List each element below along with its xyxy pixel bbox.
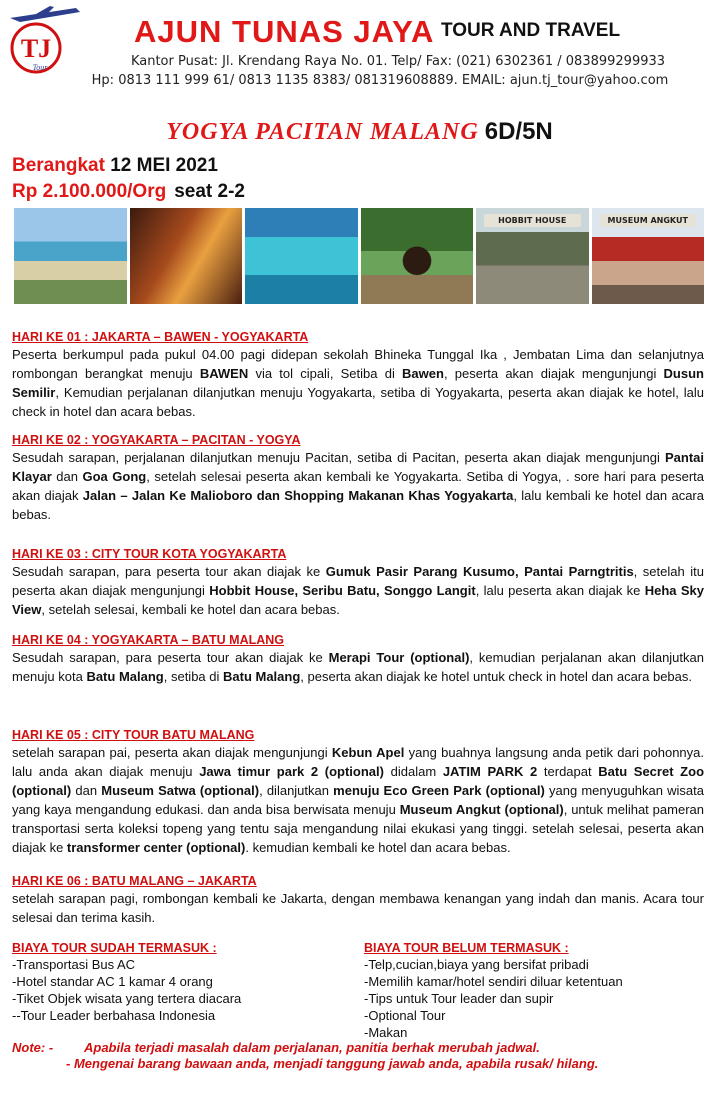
body-text: , setelah itu peserta akan diajak mengunjungi — [12, 564, 704, 598]
body-text: , kemudian perjalanan akan dilanjutkan menuju kota — [12, 650, 704, 684]
day-text — [12, 743, 704, 857]
logo-sub: Tour — [32, 63, 48, 72]
body-text: Peserta berkumpul pada pukul 04.00 pagi didepan sekolah Bhineka Tunggal Ika , Jembatan Lima dan selanjutnya rombongan berangkat menuju — [12, 347, 704, 381]
day-section — [12, 433, 704, 524]
body-text: didalam — [383, 764, 443, 779]
highlight-text: Heha Sky View — [12, 583, 704, 617]
photo-beach — [14, 208, 127, 304]
highlight-text: Jawa timur park 2 (optional) — [199, 764, 384, 779]
note — [12, 1040, 540, 1055]
list-item: -Makan — [364, 1025, 408, 1040]
body-text: , Kemudian perjalanan dilanjutkan menuju Yogyakarta, setiba di Yogyakarta, peserta akan diajak ke hotel, lalu check in hotel dan acara bebas. — [12, 385, 704, 419]
day-text — [12, 448, 704, 524]
body-text: , setelah selesai peserta akan kembali ke Yogyakarta. Setiba di Yogya, . sore hari para peserta akan diajak — [12, 469, 704, 503]
body-text: . kemudian kembali ke hotel dan acara bebas. — [245, 840, 511, 855]
departure — [12, 155, 218, 177]
package-name: YOGYA PACITAN MALANG — [166, 119, 479, 145]
day-title: HARI KE 04 : YOGYAKARTA – BATU MALANG — [12, 633, 285, 647]
seat-config: seat 2-2 — [174, 181, 245, 202]
body-text: terdapat — [537, 764, 599, 779]
included-title: BIAYA TOUR SUDAH TERMASUK : — [12, 941, 217, 955]
body-text: , peserta akan diajak mengunjungi — [443, 366, 664, 381]
body-text: , lalu peserta akan diajak ke — [475, 583, 645, 598]
day-title: HARI KE 05 : CITY TOUR BATU MALANG — [12, 728, 255, 742]
list-item: --Tour Leader berbahasa Indonesia — [12, 1008, 216, 1023]
body-text: , setelah selesai, kembali ke hotel dan acara bebas. — [41, 602, 340, 617]
excluded-list — [364, 941, 704, 1041]
company-logo — [6, 4, 86, 80]
included-list — [12, 941, 342, 1024]
photo-strip — [14, 208, 704, 304]
photo-sea — [245, 208, 358, 304]
logo-text: TJ — [20, 34, 52, 63]
list-item: -Telp,cucian,biaya yang bersifat pribadi — [364, 957, 589, 972]
company-name: AJUN TUNAS JAYA — [134, 14, 435, 49]
body-text: via tol cipali, Setiba di — [248, 366, 403, 381]
body-text: Sesudah sarapan, para peserta tour akan diajak ke — [12, 650, 329, 665]
body-text: , dilanjutkan — [259, 783, 334, 798]
highlight-text: Bawen — [402, 366, 444, 381]
day-title: HARI KE 02 : YOGYAKARTA – PACITAN - YOGYA — [12, 433, 301, 447]
contact-line: Hp: 0813 111 999 61/ 0813 1135 8383/ 081319608889. EMAIL: ajun.tj_tour@yahoo.com — [91, 73, 669, 88]
day-text — [12, 562, 704, 619]
highlight-text: Batu Secret Zoo (optional) — [12, 764, 705, 798]
highlight-text: Hobbit House, Seribu Batu, Songgo Langit — [209, 583, 476, 598]
day-section — [12, 330, 704, 421]
highlight-text: Museum Angkut (optional) — [399, 802, 564, 817]
list-item: -Tiket Objek wisata yang tertera diacara — [12, 991, 242, 1006]
departure-label: Berangkat — [12, 155, 105, 176]
day-text — [12, 345, 704, 421]
highlight-text: Museum Satwa (optional) — [101, 783, 260, 798]
day-title: HARI KE 03 : CITY TOUR KOTA YOGYAKARTA — [12, 547, 287, 561]
highlight-text: Merapi Tour (optional) — [328, 650, 470, 665]
day-section — [12, 547, 704, 619]
list-item: -Transportasi Bus AC — [12, 957, 136, 972]
note-line-2: - Mengenai barang bawaan anda, menjadi tanggung jawab anda, apabila rusak/ hilang. — [66, 1056, 599, 1071]
excluded-title: BIAYA TOUR BELUM TERMASUK : — [364, 941, 569, 955]
photo-label: HOBBIT HOUSE — [484, 214, 581, 227]
body-text: , untuk melihat pameran transportasi serta koleksi topeng yang tentu saja mengandung nilai ekukasi yang tinggi. setelah selesai, peserta akan diajak ke — [12, 802, 704, 855]
note-line-1: Apabila terjadi masalah dalam perjalanan, panitia berhak merubah jadwal. — [84, 1040, 540, 1055]
list-item: -Hotel standar AC 1 kamar 4 orang — [12, 974, 213, 989]
package-title — [0, 118, 719, 146]
highlight-text: Kebun Apel — [331, 745, 405, 760]
photo-museum-angkut — [592, 208, 705, 304]
highlight-text: Pantai Klayar — [12, 450, 704, 484]
list-item: -Tips untuk Tour leader dan supir — [364, 991, 554, 1006]
body-text: Sesudah sarapan, para peserta tour akan diajak ke — [12, 564, 326, 579]
body-text: Sesudah sarapan, perjalanan dilanjutkan menuju Pacitan, setiba di Pacitan, peserta akan diajak mengunjungi — [12, 450, 665, 465]
body-text: yang menyuguhkan wisata yang kaya mengandung edukasi. dan anda bisa berwisata menuju — [12, 783, 705, 817]
highlight-text: JATIM PARK 2 — [442, 764, 538, 779]
package-duration: 6D/5N — [484, 118, 553, 145]
body-text: setelah sarapan pagi, rombongan kembali ke Jakarta, dengan membawa kenangan yang indah dan manis. Acara tour selesai dan terima kasih. — [12, 891, 704, 925]
body-text: , lalu kembali ke hotel dan acara bebas. — [12, 488, 704, 522]
photo-cave — [130, 208, 243, 304]
photo-hobbit-house — [361, 208, 474, 304]
highlight-text: Gumuk Pasir Parang Kusumo, Pantai Parngtritis — [325, 564, 634, 579]
body-text: dan — [71, 783, 102, 798]
day-section — [12, 728, 704, 857]
photo-stone-park — [476, 208, 589, 304]
day-text — [12, 889, 704, 927]
highlight-text: Dusun Semilir — [12, 366, 704, 400]
day-title: HARI KE 01 : JAKARTA – BAWEN - YOGYAKARTA — [12, 330, 309, 344]
body-text: dan — [51, 469, 83, 484]
company-type: TOUR AND TRAVEL — [441, 20, 621, 41]
price-value: Rp 2.100.000/Org — [12, 181, 167, 202]
list-item: -Optional Tour — [364, 1008, 446, 1023]
highlight-text: Jalan – Jalan Ke Malioboro dan Shopping Makanan Khas Yogyakarta — [82, 488, 514, 503]
body-text: setelah sarapan pai, peserta akan diajak mengunjungi — [12, 745, 332, 760]
highlight-text: Goa Gong — [82, 469, 147, 484]
list-item: -Memilih kamar/hotel sendiri diluar ketentuan — [364, 974, 623, 989]
highlight-text: BAWEN — [199, 366, 249, 381]
highlight-text: transformer center (optional) — [66, 840, 246, 855]
departure-date: 12 MEI 2021 — [110, 155, 218, 176]
body-text: , peserta akan diajak ke hotel untuk check in hotel dan acara bebas. — [300, 669, 692, 684]
highlight-text: menuju Eco Green Park (optional) — [333, 783, 545, 798]
day-section — [12, 874, 704, 927]
highlight-text: Batu Malang — [86, 669, 164, 684]
day-title: HARI KE 06 : BATU MALANG – JAKARTA — [12, 874, 257, 888]
day-text — [12, 648, 704, 686]
body-text: yang buahnya langsung anda petik dari pohonnya. lalu anda akan diajak menuju — [12, 745, 705, 779]
day-section — [12, 633, 704, 686]
body-text: , setiba di — [163, 669, 223, 684]
price — [12, 181, 245, 203]
address-line: Kantor Pusat: Jl. Krendang Raya No. 01. Telp/ Fax: (021) 6302361 / 083899299933 — [130, 54, 666, 69]
note-label: Note: - — [12, 1040, 54, 1055]
highlight-text: Batu Malang — [223, 669, 301, 684]
photo-label: MUSEUM ANGKUT — [600, 214, 697, 227]
